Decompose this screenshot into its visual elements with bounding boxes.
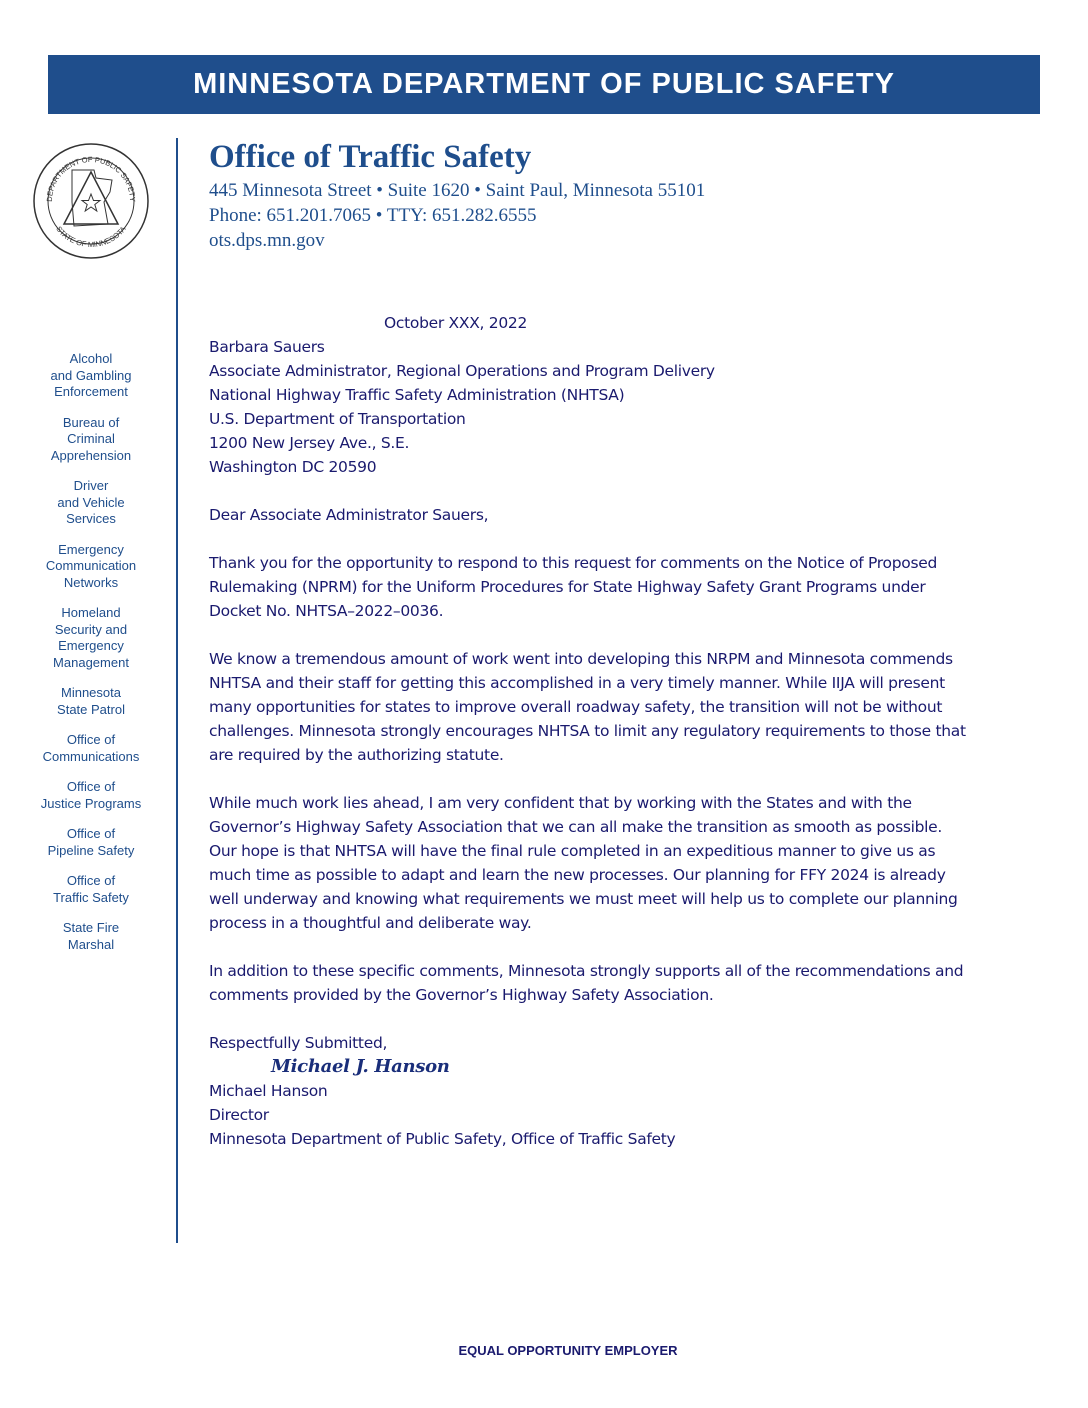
- office-phone: Phone: 651.201.7065 • TTY: 651.282.6555: [209, 205, 537, 226]
- office-contact: [209, 178, 705, 253]
- recipient-line: U.S. Department of Transportation: [209, 410, 466, 428]
- sidebar-agency-item: Alcohol and Gambling Enforcement: [50, 351, 132, 399]
- paragraph: We know a tremendous amount of work went into developing this NRPM and Minnesota commends NHTSA and their staff for getting this accomplished in a very timely manner. While IIJA will present many opportunities for states to improve overall roadway safety, the transition will not be without challenges. Minnesota strongly encourages NHTSA to limit any regulatory requirements to those that are required by the authorizing statute.: [209, 650, 966, 764]
- salutation: Dear Associate Administrator Sauers,: [209, 506, 489, 524]
- paragraph: Thank you for the opportunity to respond to this request for comments on the Notice of Proposed Rulemaking (NPRM) for the Uniform Procedures for State Highway Safety Grant Programs under Docket No. NHTSA–2022–0036.: [209, 554, 937, 620]
- paragraph: In addition to these specific comments, Minnesota strongly supports all of the recommendations and comments provided by the Governor’s Highway Safety Association.: [209, 962, 964, 1004]
- signer-title: Director: [209, 1106, 269, 1124]
- footer-text: EQUAL OPPORTUNITY EMPLOYER: [458, 1343, 678, 1358]
- office-title: Office of Traffic Safety: [209, 139, 532, 175]
- svg-text:STATE OF MINNESOTA: STATE OF MINNESOTA: [54, 224, 128, 250]
- sidebar-agency-item: Emergency Communication Networks: [45, 541, 137, 590]
- divider-line: [176, 138, 178, 1243]
- banner-title: MINNESOTA DEPARTMENT OF PUBLIC SAFETY: [193, 68, 895, 100]
- recipient-block: [209, 335, 969, 479]
- signer-name: Michael Hanson: [209, 1082, 328, 1100]
- signature: Michael J. Hanson: [271, 1056, 450, 1077]
- department-banner: [48, 55, 1040, 114]
- office-website: ots.dps.mn.gov: [209, 230, 325, 251]
- letter-body: [209, 311, 969, 1151]
- sidebar-agency-item: Bureau of Criminal Apprehension: [50, 414, 132, 463]
- recipient-line: Washington DC 20590: [209, 458, 377, 476]
- sidebar-agency-item: State Fire Marshal: [62, 920, 120, 952]
- recipient-line: 1200 New Jersey Ave., S.E.: [209, 434, 410, 452]
- office-address: 445 Minnesota Street • Suite 1620 • Saint Paul, Minnesota 55101: [209, 180, 706, 201]
- sidebar-agency-item: Driver and Vehicle Services: [57, 478, 125, 526]
- paragraph: While much work lies ahead, I am very confident that by working with the States and with the Governor’s Highway Safety Association that we can all make the transition as smooth as possible. Our hope is that NHTSA will have the final rule completed in an expeditious manner to give us as much time as possible to adapt and learn the new processes. Our planning for FFY 2024 is already well underway and knowing what requirements we must meet will help us to complete our planning process in a thoughtful and deliberate way.: [209, 794, 958, 932]
- sidebar-agency-item: Office of Pipeline Safety: [47, 826, 135, 858]
- letter-date: October XXX, 2022: [384, 314, 528, 332]
- sidebar-agency-item: Homeland Security and Emergency Management: [53, 605, 129, 670]
- svg-text:DEPARTMENT OF PUBLIC SAFETY: DEPARTMENT OF PUBLIC SAFETY: [44, 154, 138, 202]
- recipient-line: National Highway Traffic Safety Administration (NHTSA): [209, 386, 625, 404]
- signer-org: Minnesota Department of Public Safety, Office of Traffic Safety: [209, 1130, 676, 1148]
- recipient-line: Barbara Sauers: [209, 338, 325, 356]
- sidebar-agency-item: Office of Traffic Safety: [53, 873, 129, 905]
- closing: Respectfully Submitted,: [209, 1034, 388, 1052]
- sidebar-agency-item: Minnesota State Patrol: [57, 685, 125, 717]
- agency-sidebar: [30, 351, 152, 967]
- recipient-line: Associate Administrator, Regional Operations and Program Delivery: [209, 362, 715, 380]
- sidebar-agency-item: Office of Justice Programs: [40, 779, 142, 811]
- state-seal-logo: [32, 142, 150, 260]
- sidebar-agency-item: Office of Communications: [42, 732, 140, 764]
